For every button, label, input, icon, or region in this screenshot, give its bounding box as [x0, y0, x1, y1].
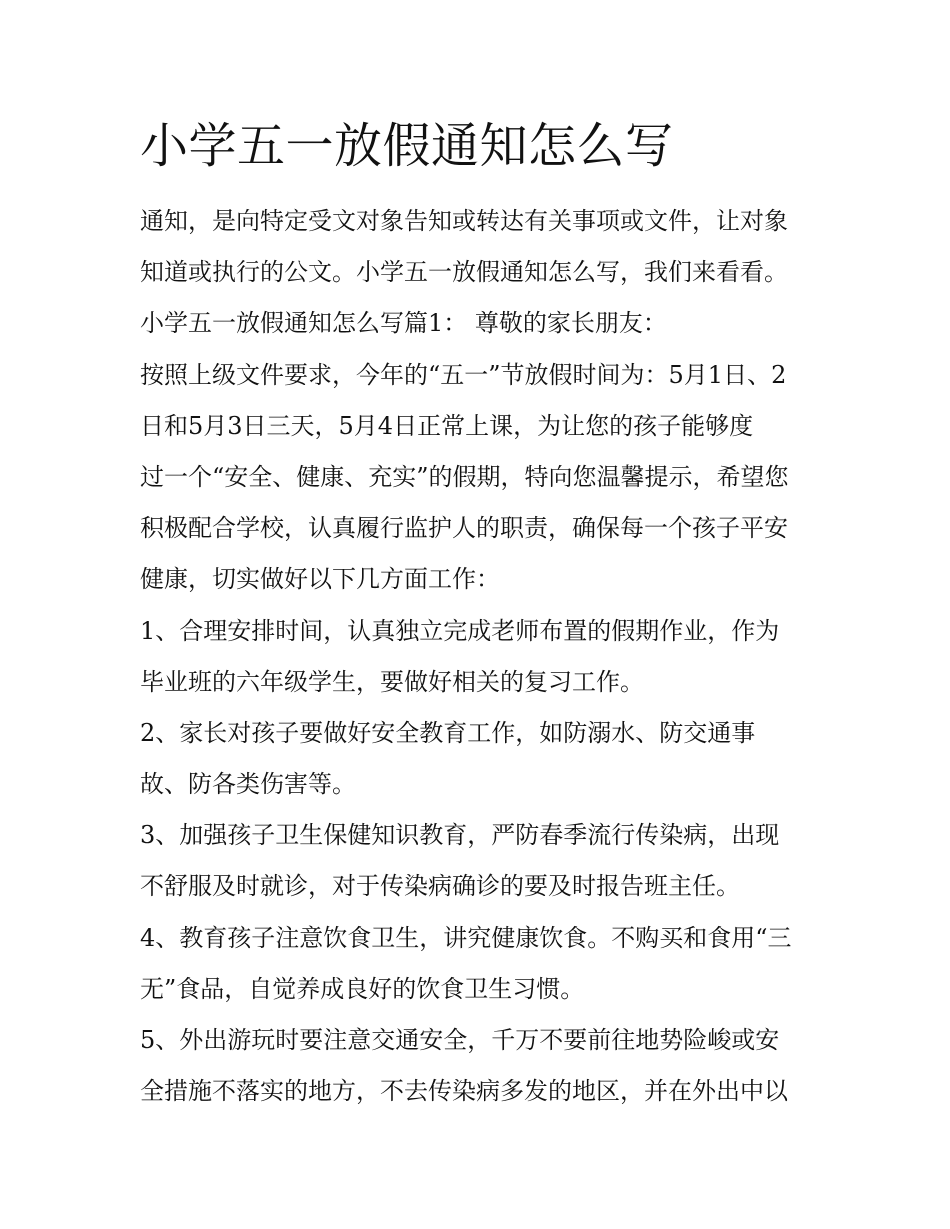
body-line: 过一个“安全、健康、充实”的假期，特向您温馨提示，希望您: [140, 462, 789, 491]
document-title: 小学五一放假通知怎么写: [140, 118, 674, 174]
body-line: 健康，切实做好以下几方面工作：: [140, 565, 500, 594]
body-line: 1、合理安排时间，认真独立完成老师布置的假期作业，作为: [140, 616, 780, 645]
document-body: [140, 196, 816, 1117]
body-line: 知道或执行的公文。小学五一放假通知怎么写，我们来看看。: [140, 258, 788, 287]
body-line: 日和5月3日三天，5月4日正常上课，为让您的孩子能够度: [140, 411, 754, 440]
body-line: 4、教育孩子注意饮食卫生，讲究健康饮食。不购买和食用“三: [140, 923, 792, 952]
body-line: 按照上级文件要求，今年的“五一”节放假时间为：5月1日、2: [140, 360, 787, 389]
body-line: 毕业班的六年级学生，要做好相关的复习工作。: [140, 667, 644, 696]
body-line: 积极配合学校，认真履行监护人的职责，确保每一个孩子平安: [140, 514, 788, 543]
body-line: 无”食品，自觉养成良好的饮食卫生习惯。: [140, 974, 585, 1003]
body-line: 3、加强孩子卫生保健知识教育，严防春季流行传染病，出现: [140, 821, 780, 850]
body-line: 通知，是向特定受文对象告知或转达有关事项或文件，让对象: [140, 207, 788, 235]
body-line: 故、防各类伤害等。: [140, 770, 356, 799]
body-line: 5、外出游玩时要注意交通安全，千万不要前往地势险峻或安: [140, 1026, 780, 1054]
body-line: 全措施不落实的地方，不去传染病多发的地区，并在外出中以: [140, 1077, 788, 1106]
body-line: 小学五一放假通知怎么写篇1： 尊敬的家长朋友：: [140, 309, 667, 338]
body-line: 不舒服及时就诊，对于传染病确诊的要及时报告班主任。: [140, 872, 740, 901]
body-line: 2、家长对孩子要做好安全教育工作，如防溺水、防交通事: [140, 718, 756, 747]
